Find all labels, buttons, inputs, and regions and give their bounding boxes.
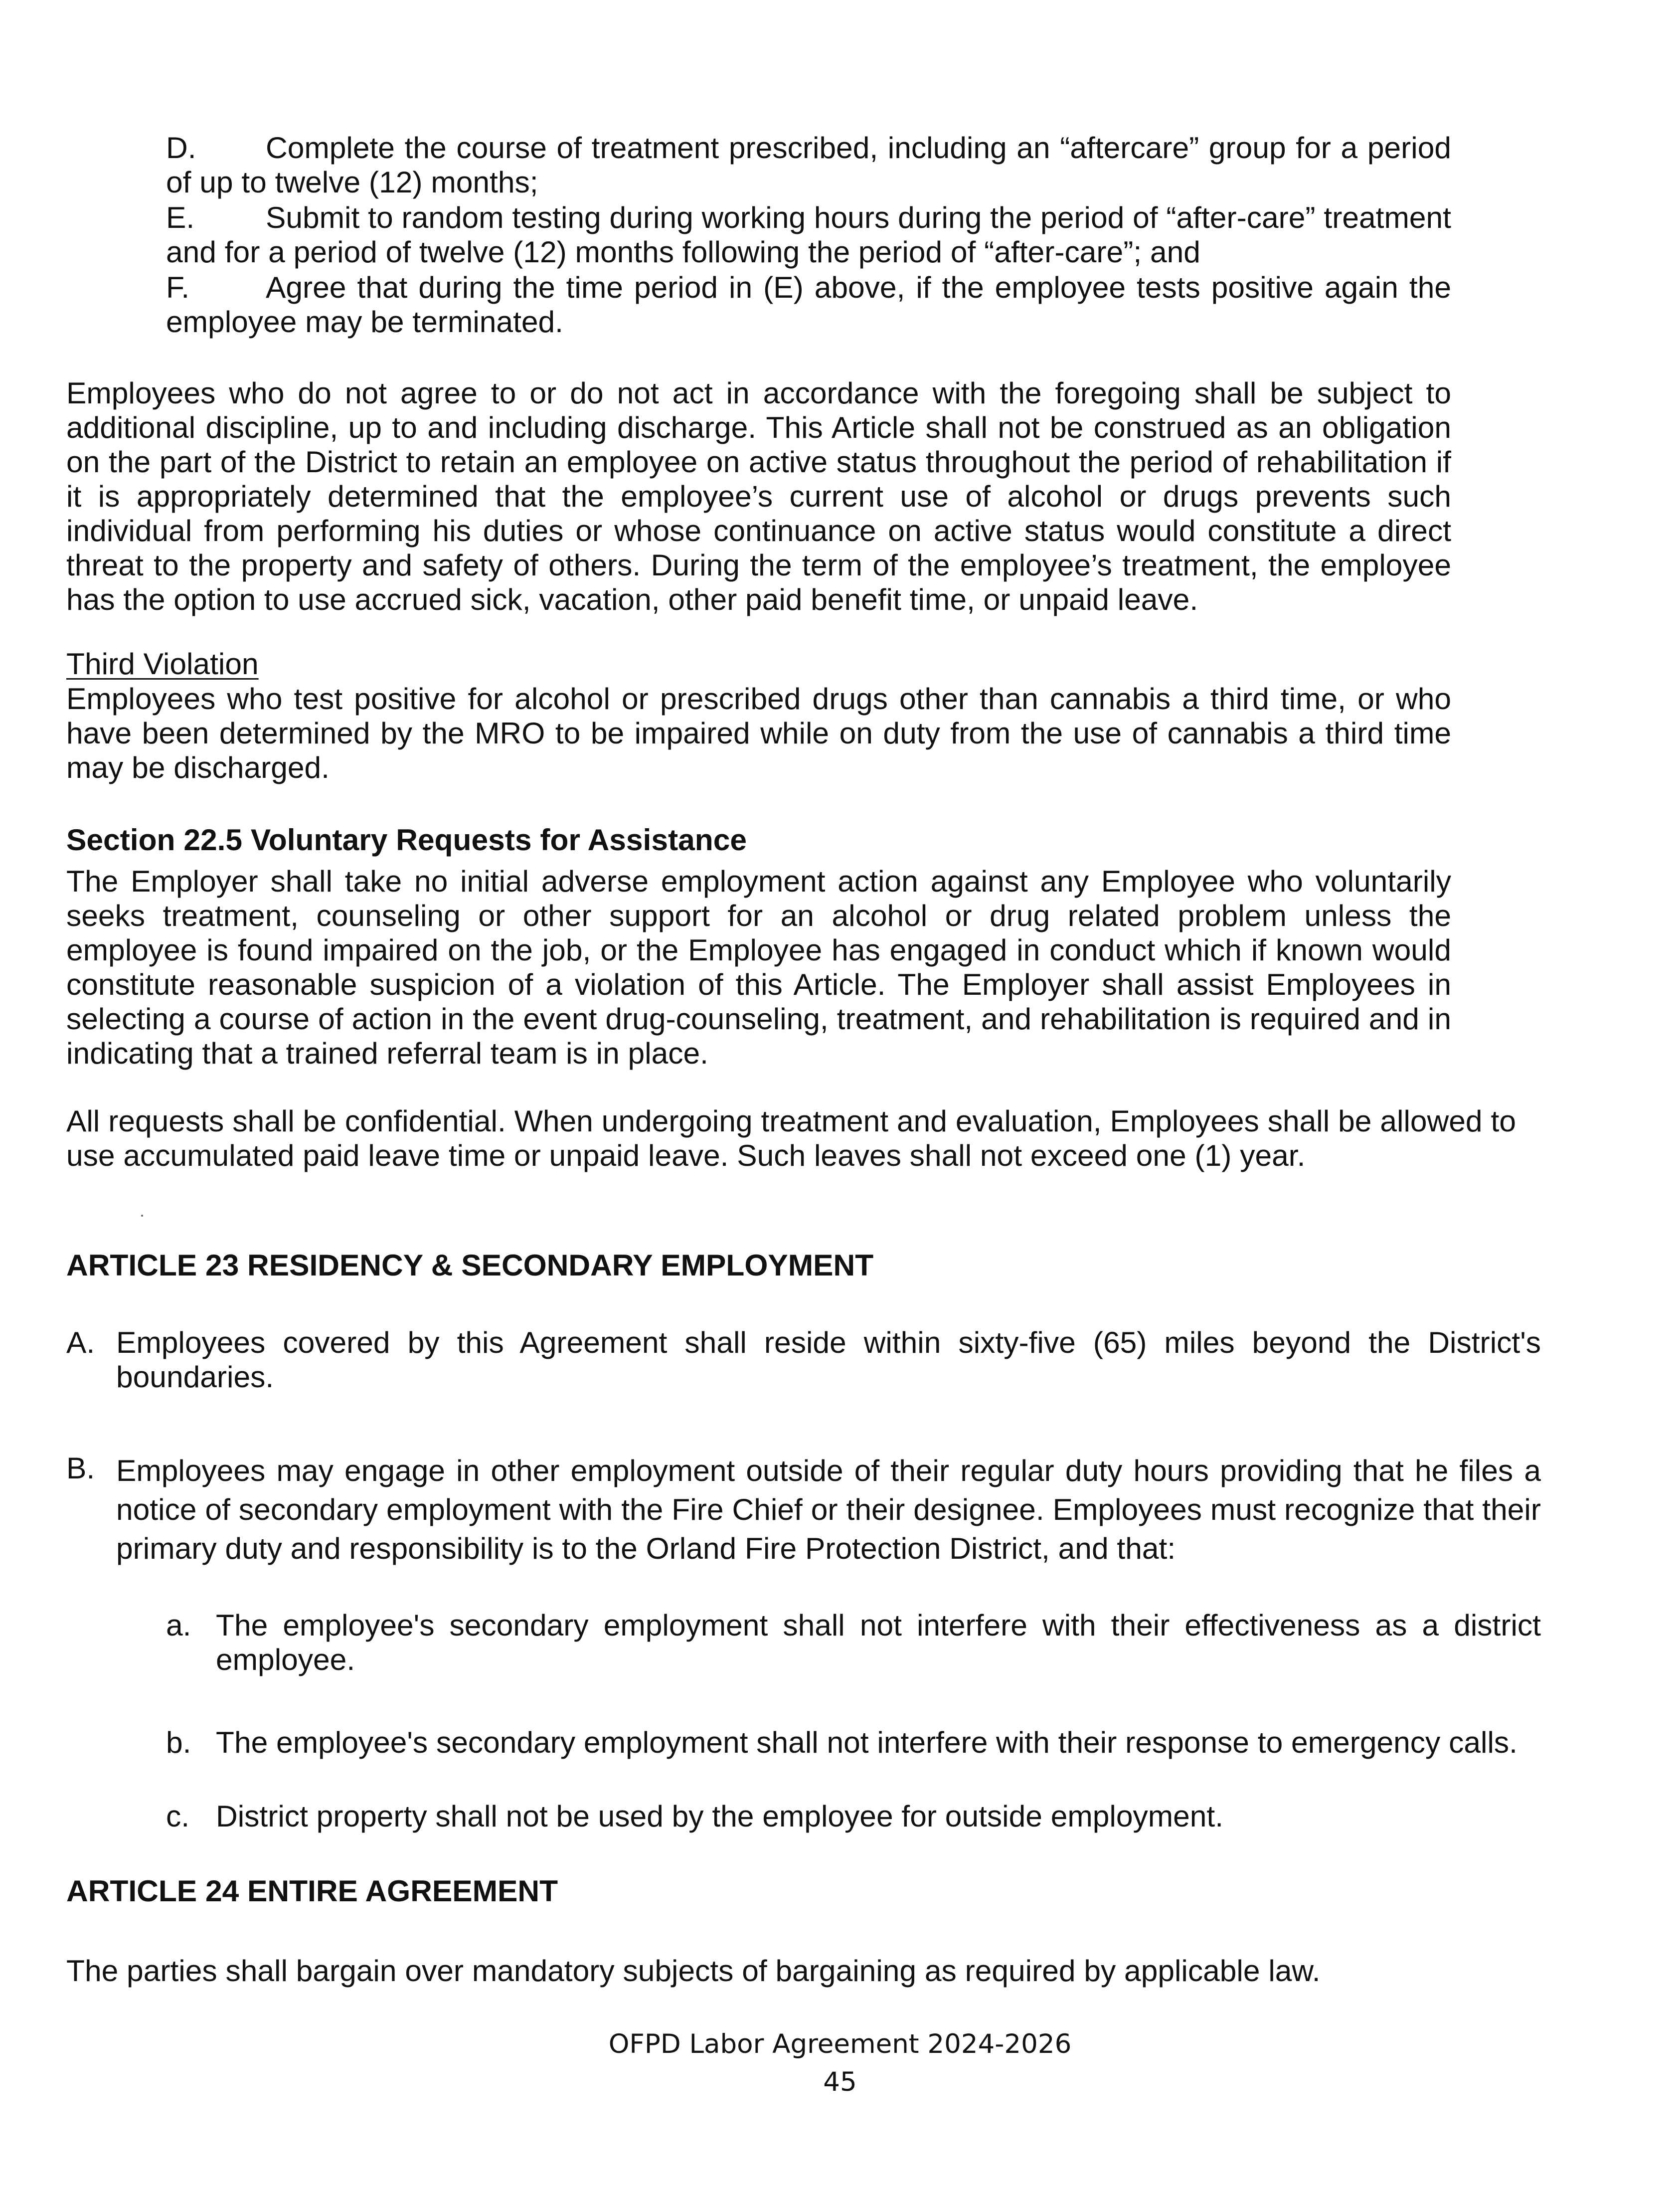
list-letter-e: E. (166, 200, 195, 234)
confidential-paragraph: All requests shall be confidential. When undergoing treatment and evaluation, Employees shall be allowed to use accumulated paid leave time or unpaid leave. Such leaves shall not exceed one (1) year. (66, 1104, 1516, 1172)
sub-a-text: The employee's secondary employment shall not interfere with their effectiveness as a district employee. (216, 1608, 1541, 1676)
item-a-text: Employees covered by this Agreement shall reside within sixty-five (65) miles beyond the District's boundaries. (116, 1325, 1541, 1394)
third-violation-heading: Third Violation (66, 647, 259, 681)
article-23-sub-c (166, 1799, 1541, 1839)
article-23-heading: ARTICLE 23 RESIDENCY & SECONDARY EMPLOYMENT (66, 1248, 874, 1282)
noncompliance-paragraph: Employees who do not agree to or do not act in accordance with the foregoing shall be subject to additional discipline, up to and including discharge. This Article shall not be construed as an obligation on the part of the District to retain an employee on active status throughout the period of rehabilitation if it is appropriately determined that the employee’s current use of alcohol or drugs prevents such individual from performing his duties or whose continuance on active status would constitute a direct threat to the property and safety of others. During the term of the employee’s treatment, the employee has the option to use accrued sick, vacation, other paid benefit time, or unpaid leave. (66, 376, 1451, 616)
section-22-5-text: The Employer shall take no initial adverse employment action against any Employee who voluntarily seeks treatment, counseling or other support for an alcohol or drug related problem unless the employee is found impaired on the job, or the Employee has engaged in conduct which if known would constitute reasonable suspicion of a violation of this Article. The Employer shall assist Employees in selecting a course of action in the event drug-counseling, treatment, and rehabilitation is required and in indicating that a trained referral team is in place. (66, 864, 1451, 1070)
sub-b-letter: b. (166, 1725, 191, 1759)
article-23-item-b (66, 1451, 1541, 1571)
list-text-d: Complete the course of treatment prescribed, including an “aftercare” group for a period of up to twelve (12) months; (166, 131, 1451, 199)
article-23-sub-a (166, 1608, 1541, 1688)
list-item-e (166, 200, 1451, 269)
item-a-letter: A. (66, 1325, 95, 1359)
article-23-sub-b (166, 1725, 1541, 1765)
list-text-e: Submit to random testing during working hours during the period of “after-care” treatment and for a period of twelve (12) months following the period of “after-care”; and (166, 200, 1451, 269)
list-letter-d: D. (166, 131, 196, 165)
sub-c-letter: c. (166, 1799, 190, 1833)
third-violation-text: Employees who test positive for alcohol or prescribed drugs other than cannabis a third time, or who have been determined by the MRO to be impaired while on duty from the use of cannabis a third time may be discharged. (66, 682, 1451, 784)
article-23-item-a (66, 1325, 1541, 1405)
sub-a-letter: a. (166, 1608, 191, 1642)
sub-c-text: District property shall not be used by the employee for outside employment. (216, 1799, 1224, 1833)
sub-b-text: The employee's secondary employment shall not interfere with their response to emergency calls. (216, 1725, 1517, 1759)
page-number: 45 (823, 2067, 857, 2097)
list-text-f: Agree that during the time period in (E) above, if the employee tests positive again the employee may be terminated. (166, 270, 1451, 339)
item-b-letter: B. (66, 1451, 95, 1485)
list-item-f (166, 270, 1451, 339)
scan-speck (141, 1215, 143, 1217)
list-item-d (166, 131, 1451, 199)
list-letter-f: F. (166, 270, 190, 304)
article-24-text: The parties shall bargain over mandatory subjects of bargaining as required by applicable law. (66, 1954, 1321, 1988)
article-24-heading: ARTICLE 24 ENTIRE AGREEMENT (66, 1874, 558, 1908)
footer-title: OFPD Labor Agreement 2024-2026 (608, 2029, 1072, 2059)
item-b-text: Employees may engage in other employment outside of their regular duty hours providing that he files a notice of secondary employment with the Fire Chief or their designee. Employees must recognize that their primary duty and responsibility is to the Orland Fire Protection District, and that: (116, 1454, 1541, 1565)
section-22-5-heading: Section 22.5 Voluntary Requests for Assistance (66, 823, 747, 857)
